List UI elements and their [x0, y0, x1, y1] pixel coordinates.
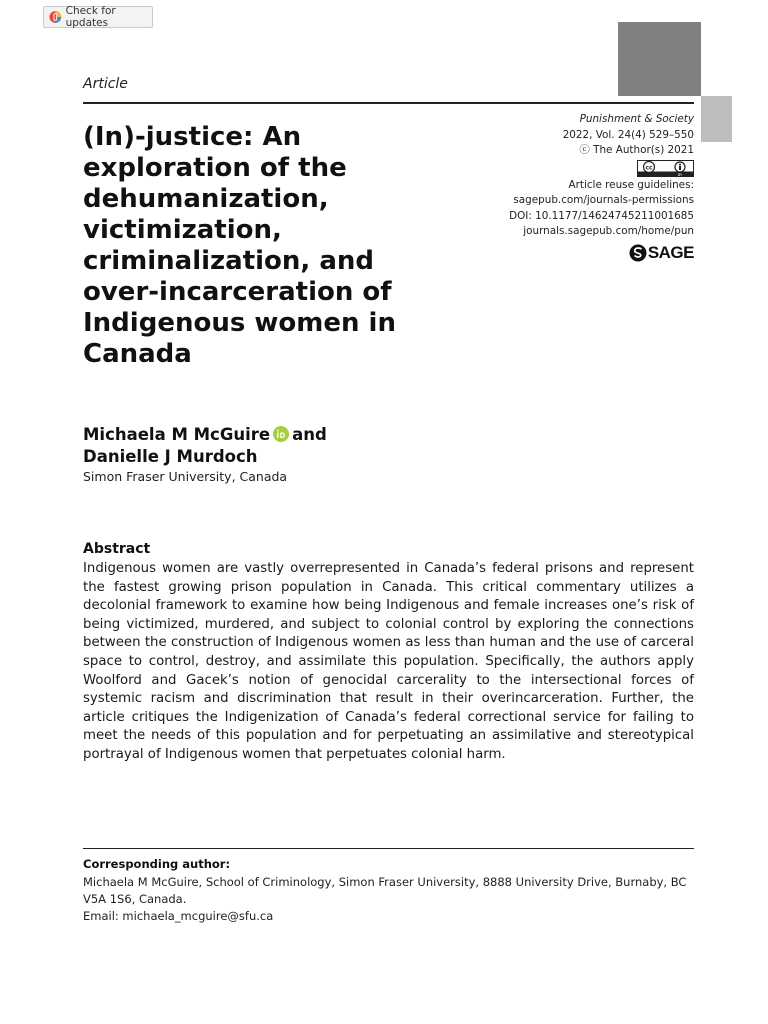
check-for-updates-label: Check for updates [65, 5, 116, 29]
abstract-heading: Abstract [83, 541, 151, 557]
crossmark-icon [49, 10, 62, 24]
author-second[interactable]: Danielle J Murdoch [83, 447, 258, 466]
footer-divider [83, 848, 694, 849]
cc-by-icon[interactable] [637, 160, 694, 177]
orcid-icon[interactable] [273, 426, 289, 442]
sage-logo-icon [629, 244, 647, 262]
journal-name: Punishment & Society [579, 113, 694, 125]
abstract-text: Indigenous women are vastly overrepresented in Canada’s federal prisons and represent the fastest growing prison population in Canada. This critical commentary utilizes a decolonial framework to examine how being Indigenous and female increases one’s risk of being victimized, murdered, and subject to colonial control by exploring the connections between the construction of Indigenous women as less than human and the use of carceral space to control, destroy, and assimilate this population. Specifically, the authors apply Woolford and Gacek’s notion of genocidal carcerality to the intersectional forces of systemic racism and discrimination that result in their overincarceration. Further, the article critiques the Indigenization of Canada’s federal correctional service for failing to meet the needs of this population and for perpetuating an assimilative and stereotypical portrayal of Indigenous women that perpetuates colonial harm. [83, 561, 694, 762]
svg-text:BY: BY [677, 172, 683, 177]
permissions-link[interactable]: sagepub.com/journals-permissions [513, 194, 694, 206]
sage-logo-text: SAGE [647, 242, 694, 262]
copyright-line: ⓒ The Author(s) 2021 [579, 144, 694, 156]
reuse-guidelines: Article reuse guidelines: [568, 178, 694, 191]
author-first[interactable]: Michaela M McGuire [83, 425, 271, 444]
header-divider [83, 102, 694, 104]
corresponding-email[interactable]: Email: michaela_mcguire@sfu.ca [83, 909, 274, 923]
journal-homepage-link[interactable]: journals.sagepub.com/home/pun [523, 225, 694, 237]
corresponding-author-details [83, 874, 698, 925]
authors [83, 424, 327, 468]
svg-text:cc: cc [645, 163, 653, 171]
sage-logo [629, 242, 694, 264]
check-for-updates-button[interactable] [43, 6, 153, 28]
doi[interactable]: DOI: 10.1177/14624745211001685 [509, 209, 694, 222]
journal-volume: 2022, Vol. 24(4) 529–550 [562, 128, 694, 141]
article-title: (In)-justice: An exploration of the dehumanization, victimization, criminalization, and over-incarceration of Indigenous women in Canada [83, 122, 396, 369]
corresponding-address: Michaela M McGuire, School of Criminology, Simon Fraser University, 8888 University Drive, Burnaby, BC V5A 1S6, Canada. [83, 875, 687, 906]
corresponding-author-heading: Corresponding author: [83, 857, 231, 871]
gray-block-light [701, 96, 732, 142]
journal-info [434, 112, 694, 267]
gray-block-dark [618, 22, 701, 96]
affiliation: Simon Fraser University, Canada [83, 469, 288, 484]
article-type: Article [83, 76, 128, 92]
author-connector: and [292, 425, 327, 444]
